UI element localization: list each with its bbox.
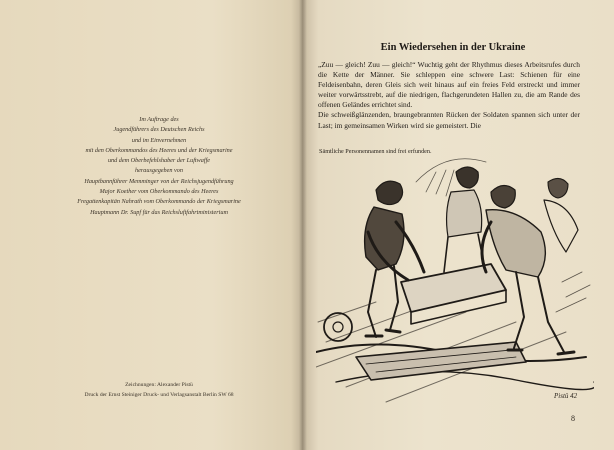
paragraph: „Zuu — gleich! Zuu — gleich!“ Wuchtig geht der Rhythmus dieses Arbeitsrufes durch die Kette der Männer. Sie schleppen eine schwere Last: Schienen für eine Feldeisenbahn, deren Gleis sich weit hinaus auf ein freies Feld erstreckt und immer weiter vorwärtsstrebt, auf die niedrigen, flachgerundeten Hallen zu, die am Rande des offenen Geländes errichtet sind.	[318, 60, 580, 110]
illustration-signature: Pistü 42	[554, 392, 578, 400]
imprint-line: und im Einvernehmen	[131, 136, 187, 144]
footnote: Sämtliche Personennamen sind frei erfunden.	[319, 148, 432, 155]
imprint-line: Hauptmann Dr. Supf für das Reichsluftfahrtministerium	[90, 208, 228, 216]
chapter-title: Ein Wiedersehen in der Ukraine	[380, 42, 526, 53]
imprint-line: Fregattenkapitän Nahrath vom Oberkommando der Kriegsmarine	[77, 198, 241, 206]
imprint-line: Major Koether vom Oberkommando des Heeres	[99, 188, 219, 196]
imprint-block	[44, 115, 274, 218]
imprint-line: herausgegeben von	[135, 167, 183, 175]
imprint-line: Im Auftrage des	[139, 116, 179, 123]
book-gutter	[299, 0, 307, 450]
page-number: 8	[571, 414, 575, 423]
imprint-line: mit den Oberkommandos des Heeres und der Kriegsmarine	[85, 146, 233, 154]
imprint-line: und dem Oberbefehlshaber der Luftwaffe	[107, 157, 211, 165]
credits-block	[44, 380, 274, 400]
left-page	[0, 0, 303, 450]
imprint-line: Jugendführers des Deutschen Reichs	[113, 126, 205, 134]
body-text	[318, 60, 580, 131]
paragraph: Die schweißglänzenden, braungebrannten Rücken der Soldaten spannen sich unter der Last; im gemeinsamen Wirken wird sie gemeistert. Die	[318, 110, 580, 130]
printer-credit: Druck der Ernst Steiniger Druck- und Verlagsanstalt Berlin SW 68	[84, 392, 234, 398]
drawings-credit: Zeichnungen: Alexander Pistü	[125, 382, 193, 388]
soldiers-carrying-rail-illustration	[316, 152, 594, 406]
imprint-line: Hauptbannführer Memminger von der Reichsjugendführung	[84, 177, 234, 185]
